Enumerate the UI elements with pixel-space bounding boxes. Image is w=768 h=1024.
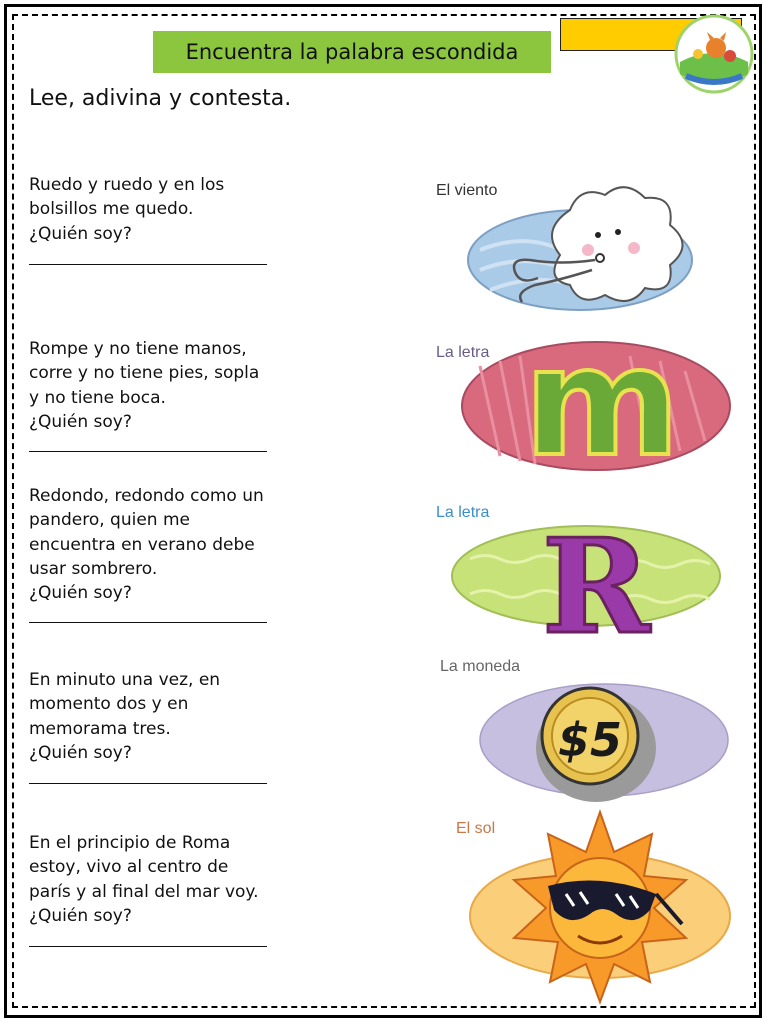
- wind-illustration: [420, 170, 720, 320]
- coin-value: $5: [557, 713, 623, 767]
- worksheet-title: [153, 31, 551, 73]
- wind-label: El viento: [436, 182, 498, 199]
- answer-line-1: [29, 264, 267, 265]
- riddle-1-text: Ruedo y ruedo y en los bolsillos me quedo. ¿Quién soy?: [29, 175, 225, 244]
- worksheet-title-text: Encuentra la palabra escondida: [185, 40, 519, 64]
- letter-r-glyph: R: [541, 510, 651, 663]
- sun-label: El sol: [456, 820, 496, 837]
- letter-m-illustration: [420, 316, 730, 490]
- answer-line-2: [29, 451, 267, 452]
- riddle-2-text: Rompe y no tiene manos, corre y no tiene pies, sopla y no tiene boca. ¿Quién soy?: [29, 339, 260, 432]
- riddle-3-text: Redondo, redondo como un pandero, quien me encuentra en verano debe usar sombrero. ¿Quién soy?: [29, 486, 264, 604]
- coin-label: La moneda: [440, 658, 521, 675]
- sun-illustration: [420, 806, 730, 996]
- riddle-5-text: En el principio de Roma estoy, vivo al centro de parís y al final del mar voy. ¿Quién soy?: [29, 833, 259, 926]
- coin-oval-icon: [420, 656, 730, 806]
- answer-line-4: [29, 783, 267, 784]
- instruction-text: Lee, adivina y contesta.: [29, 86, 292, 111]
- letter-r-oval-icon: [420, 504, 730, 663]
- answer-line-3: [29, 622, 267, 623]
- logo: [672, 14, 756, 94]
- letter-r-illustration: [420, 504, 730, 663]
- riddle-4-text: En minuto una vez, en momento dos y en memorama tres. ¿Quién soy?: [29, 670, 221, 763]
- letter-m-glyph: m: [523, 316, 681, 490]
- letter-r-label: La letra: [436, 504, 490, 521]
- answer-line-5: [29, 946, 267, 947]
- letter-m-label: La letra: [436, 344, 490, 361]
- coin-illustration: [420, 656, 730, 806]
- logo-graphic: [672, 14, 756, 94]
